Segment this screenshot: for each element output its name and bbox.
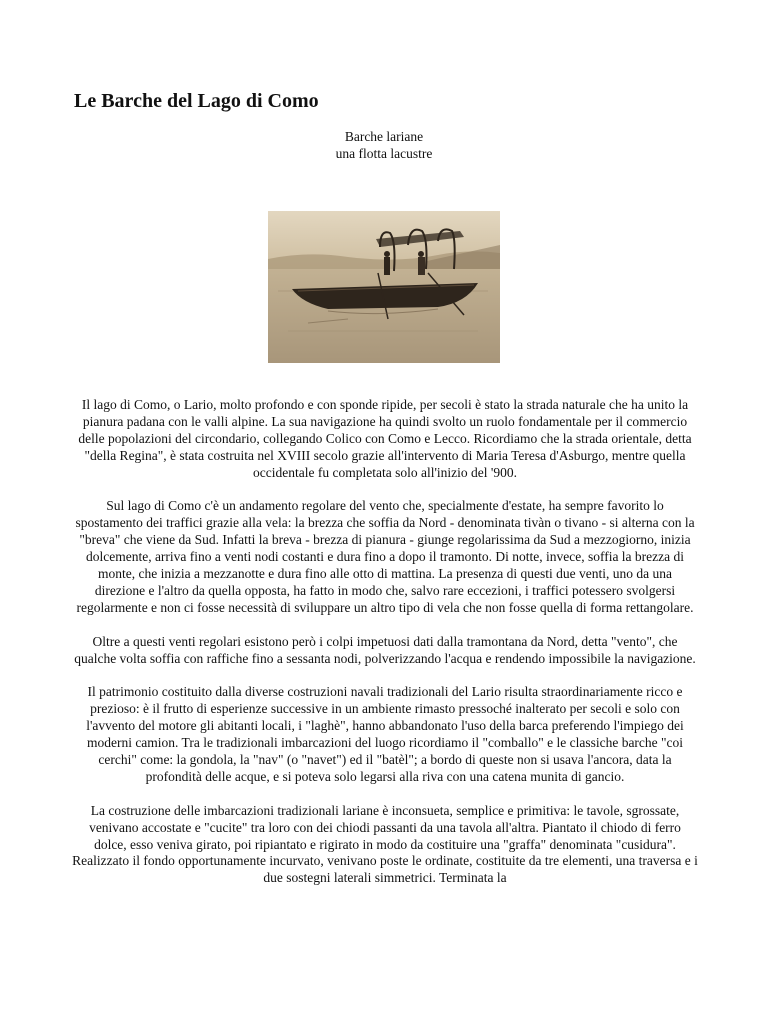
- article-body: [72, 397, 698, 904]
- subtitle-line-2: una flotta lacustre: [335, 146, 433, 161]
- paragraph: La costruzione delle imbarcazioni tradizionali lariane è inconsueta, semplice e primitiva: le tavole, sgrossate, venivano accostate e "cucite" tra loro con dei chiodi passanti da una tavola all'altra. Piantato il chiodo di ferro dolce, esso veniva girato, poi ripiantato e rigirato in modo da costituire una "graffa" denominata "cusidura". Realizzato il fondo opportunamente incurvato, venivano poste le ordinate, costituite da tre elementi, una traversa e i due sostegni laterali simmetrici. Terminata la: [72, 802, 698, 886]
- paragraph: Il lago di Como, o Lario, molto profondo e con sponde ripide, per secoli è stato la strada naturale che ha unito la pianura padana con le valli alpine. La sua navigazione ha quindi svolto un ruolo fondamentale per il commercio delle popolazioni del circondario, collegando Colico con Como e Lecco. Ricordiamo che la strada orientale, detta "della Regina", è stata costruita nel XVIII secolo grazie all'intervento di Maria Teresa d'Asburgo, mentre quella occidentale fu completata solo all'inizio del '900.: [78, 397, 692, 480]
- paragraph: Sul lago di Como c'è un andamento regolare del vento che, specialmente d'estate, ha sempre favorito lo spostamento dei traffici grazie alla vela: la brezza che soffia da Nord - denominata tivàn o tivano - si alterna con la "breva" che viene da Sud. Infatti la breva - brezza di pianura - giunge regolarissima da Sud a mezzogiorno, inizia dolcemente, arriva fino a venti nodi costanti e dura fino a dopo il tramonto. Di notte, invece, soffia la brezza di monte, che inizia a mezzanotte e dura fino alle otto di mattina. La presenza di questi due venti, uno da una direzione e l'altro da quella opposta, ha fatto in modo che, salvo rare eccezioni, i traffici potessero svolgersi regolarmente e non ci fosse necessità di sviluppare un altro tipo di vela che non fosse quella di forma rettangolare.: [75, 498, 695, 615]
- paragraph: Oltre a questi venti regolari esistono però i colpi impetuosi dati dalla tramontana da Nord, detta "vento", che qualche volta soffia con raffiche fino a sessanta nodi, polverizzando l'acqua e rendendo impossibile la navigazione.: [74, 633, 696, 666]
- subtitle-line-1: Barche lariane: [344, 129, 424, 144]
- page-title: Le Barche del Lago di Como: [74, 90, 319, 112]
- paragraph: Il patrimonio costituito dalla diverse costruzioni navali tradizionali del Lario risulta straordinariamente ricco e prezioso: è il frutto di esperienze successive in un ambiente rimasto pressoché inalterato per secoli e solo con l'avvento del motore gli abitanti locali, i "laghè", hanno abbandonato l'uso della barca preferendo l'impiego dei moderni camion. Tra le tradizionali imbarcazioni del luogo ricordiamo il "comballo" e le classiche barche "coi cerchi" come: la gondola, la "nav" (o "navet") ed il "batèl"; a bordo di queste non si usava l'ancora, data la profondità delle acque, e si poteva solo legarsi alla riva con una catena munita di gancio.: [86, 684, 684, 784]
- boat-photo: [268, 211, 500, 363]
- subtitle: [0, 128, 768, 162]
